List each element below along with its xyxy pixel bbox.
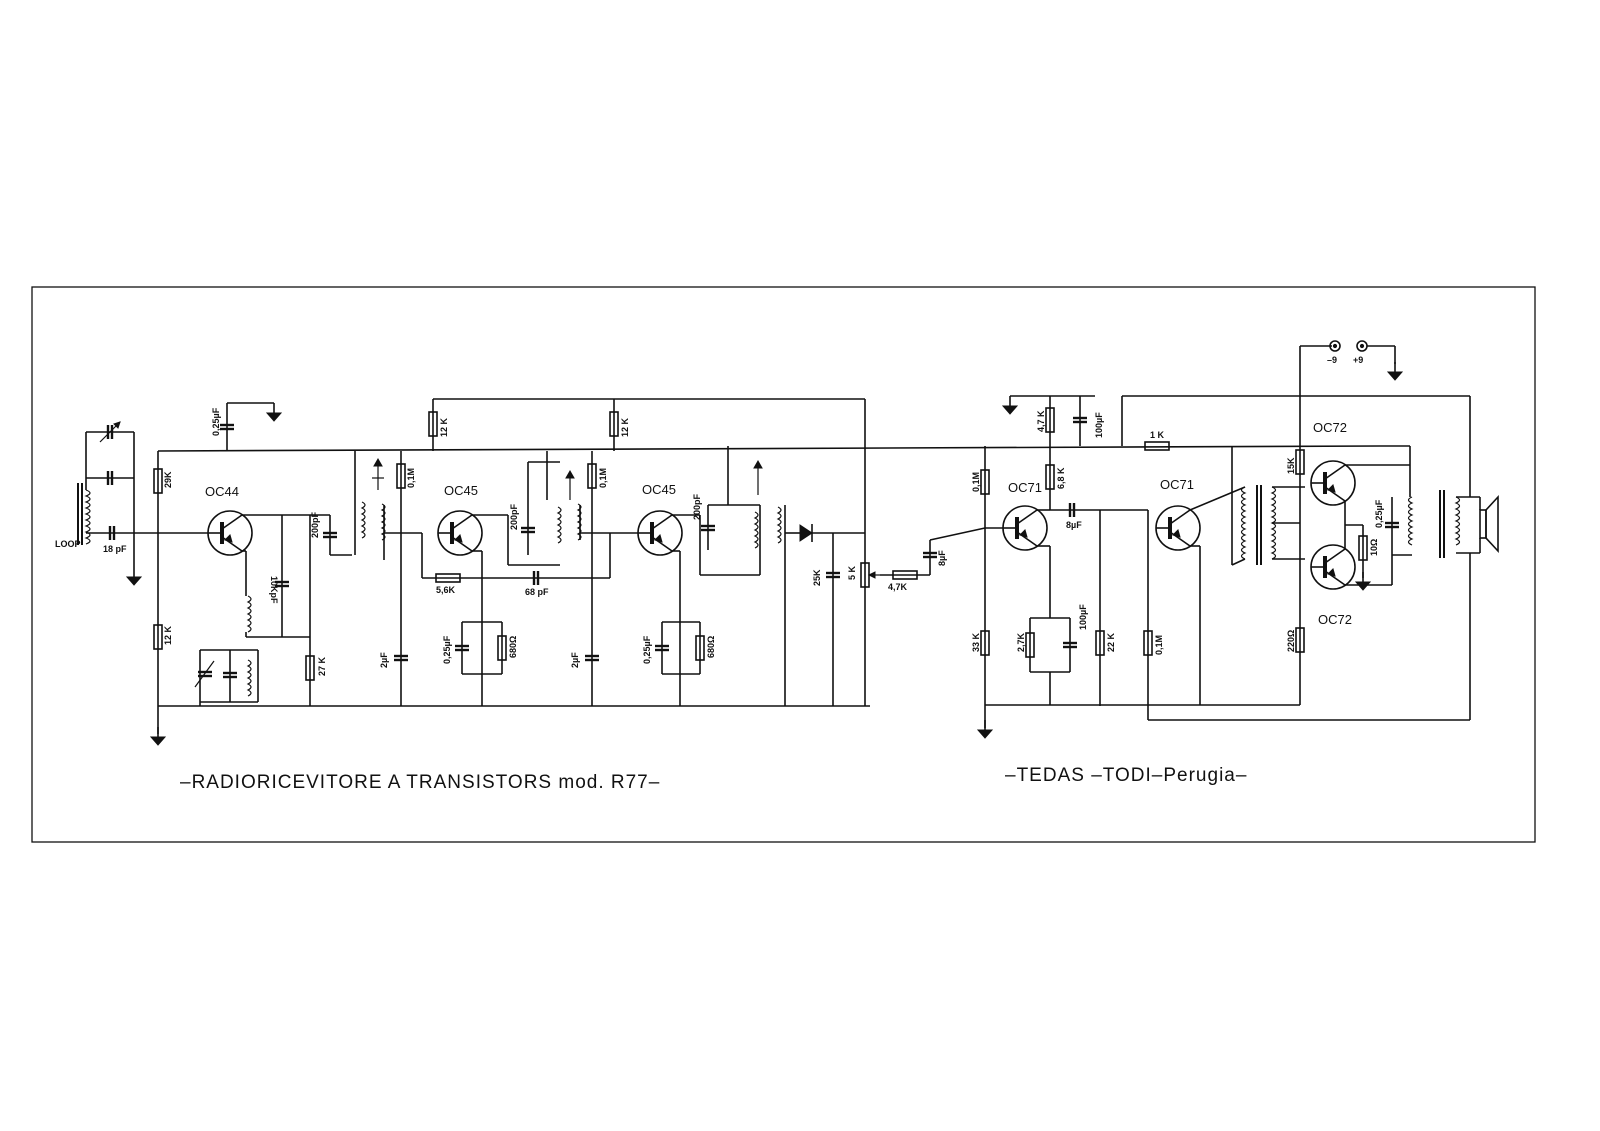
res-label: 27 K [317, 656, 327, 676]
transistor-label: OC45 [642, 482, 676, 497]
cap-label: 0,25µF [642, 635, 652, 664]
cap-label: 68 pF [525, 587, 549, 597]
output-transformer [1392, 490, 1460, 558]
cap-label: 200pF [509, 503, 519, 530]
loop-label: LOOP [55, 539, 81, 549]
cap-label: 100µF [1078, 604, 1088, 630]
res-label: 1 K [1150, 430, 1165, 440]
res-label: 5,6K [436, 585, 456, 595]
cap-label: 2µF [570, 652, 580, 668]
cap-label: 18 pF [103, 544, 127, 554]
transistor-label: OC45 [444, 483, 478, 498]
terminal-label: +9 [1353, 355, 1364, 365]
cap-label: 0,25µF [211, 407, 221, 436]
res-label: 5 K [847, 565, 857, 580]
cap-label: 0,25µF [1374, 499, 1384, 528]
res-label: 0,1M [598, 467, 608, 488]
transistor-label: OC72 [1313, 420, 1347, 435]
res-label: 12 K [163, 625, 173, 645]
res-label: 25K [812, 569, 822, 586]
res-label: 12 K [620, 417, 630, 437]
res-label: 22 K [1106, 632, 1116, 652]
transistor-label: OC71 [1160, 477, 1194, 492]
cap-label: 0,25µF [442, 635, 452, 664]
cap-label: 8µF [1066, 520, 1082, 530]
cap-label: 200pF [692, 493, 702, 520]
cap-label: 100µF [1094, 412, 1104, 438]
res-label: 33 K [971, 632, 981, 652]
res-label: 680Ω [508, 635, 518, 658]
res-label: 10Ω [1369, 538, 1379, 556]
cap-label: 2µF [379, 652, 389, 668]
res-label: 4,7 K [1036, 410, 1046, 432]
res-label: 0,1M [1154, 634, 1164, 655]
transistor-label: OC72 [1318, 612, 1352, 627]
cap-label: 10KpF [269, 576, 279, 604]
res-label: 2,7K [1016, 632, 1026, 652]
res-label: 680Ω [706, 635, 716, 658]
transistor-label: OC71 [1008, 480, 1042, 495]
cap-label: 8µF [937, 550, 947, 566]
cap-label: 200pF [310, 511, 320, 538]
title-right: –TEDAS –TODI–Perugia– [1005, 765, 1248, 786]
res-label: 6,8 K [1056, 467, 1066, 489]
res-label: 15K [1286, 457, 1296, 474]
res-label: 12 K [439, 417, 449, 437]
speaker-icon [1456, 497, 1498, 553]
supply-rail [158, 446, 1380, 451]
res-label: 29K [163, 471, 173, 488]
res-label: 0,1M [971, 471, 981, 492]
transistor-label: OC44 [205, 484, 239, 499]
res-label: 0,1M [406, 467, 416, 488]
title-left: –RADIORICEVITORE A TRANSISTORS mod. R77– [180, 772, 661, 793]
res-label: 220Ω [1286, 629, 1296, 652]
frame [32, 287, 1535, 842]
res-label: 4,7K [888, 582, 908, 592]
terminal-label: –9 [1327, 355, 1338, 365]
